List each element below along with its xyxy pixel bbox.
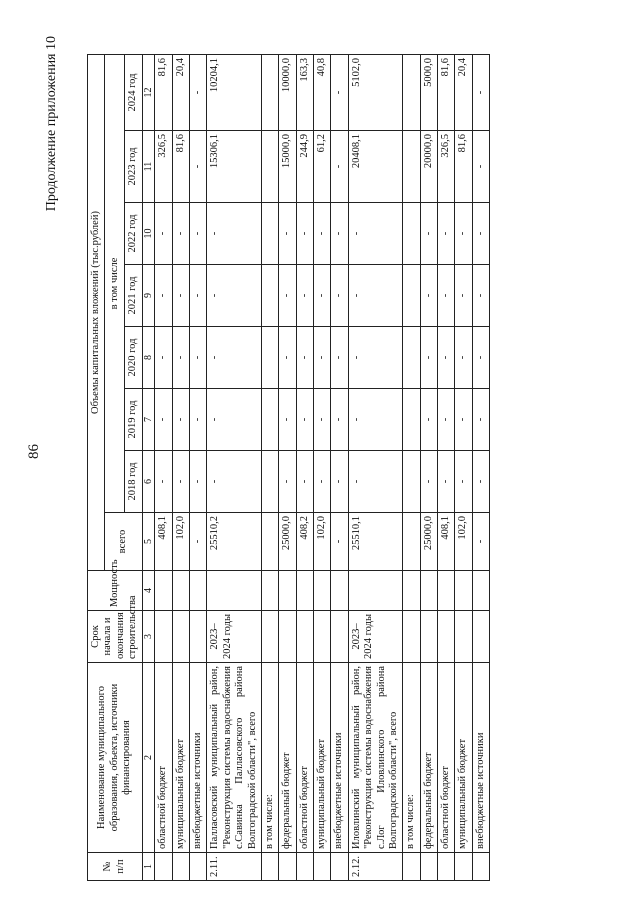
row-year-value: - [314,327,331,389]
row-year-value: - [331,389,348,451]
row-year-value: - [296,327,313,389]
row-year-value: 15306,1 [207,131,262,203]
column-number: 9 [142,265,155,327]
row-year-value [403,265,420,327]
row-total: 408,2 [296,513,313,571]
column-number: 6 [142,451,155,513]
row-total: 25000,0 [279,513,296,571]
row-name: Палласовский муниципальный район, "Реконструкция системы водоснабжения с.Савинка Палласовского района Волгоградской области", всего [207,663,262,853]
row-year-value: 326,5 [155,131,172,203]
row-capacity [279,571,296,611]
row-name: муниципальный бюджет [172,663,189,853]
row-year-value: 81,6 [172,131,189,203]
header-year: 2021 год [125,265,142,327]
table-row [348,54,403,880]
row-year-value: 40,8 [314,54,331,130]
row-year-value: - [455,203,472,265]
row-year-value: - [207,389,262,451]
row-year-value: - [296,265,313,327]
row-year-value: - [207,203,262,265]
row-number [261,853,278,881]
row-term [438,611,455,663]
row-number [455,853,472,881]
row-term [296,611,313,663]
row-capacity [348,571,403,611]
row-year-value: - [420,451,437,513]
row-name: внебюджетные источники [331,663,348,853]
row-year-value: - [172,327,189,389]
header-including: в том числе [105,54,125,512]
row-capacity [420,571,437,611]
row-year-value: - [172,451,189,513]
row-total: 25510,1 [348,513,403,571]
row-term [403,611,420,663]
row-year-value: - [190,203,207,265]
row-term [261,611,278,663]
row-year-value [261,389,278,451]
row-name: Иловлинский муниципальный район, "Реконструкция системы водоснабжения с.Лог Иловлинского района Волгоградской области", всего [348,663,403,853]
row-year-value: - [190,451,207,513]
row-year-value: - [296,203,313,265]
row-year-value: - [348,203,403,265]
header-volumes: Объемы капитальных вложений (тыс.рублей) [88,54,105,570]
row-year-value: - [296,389,313,451]
column-number: 2 [142,663,155,853]
row-year-value: - [348,327,403,389]
row-number [155,853,172,881]
header-year: 2024 год [125,54,142,130]
row-year-value: - [279,389,296,451]
row-year-value [261,265,278,327]
table-row [296,54,313,880]
row-year-value: - [472,327,489,389]
row-name: муниципальный бюджет [314,663,331,853]
row-year-value: - [207,327,262,389]
row-term [314,611,331,663]
row-name: в том числе: [403,663,420,853]
row-capacity [314,571,331,611]
row-total: 408,1 [155,513,172,571]
row-capacity [472,571,489,611]
table-row [190,54,207,880]
row-term [172,611,189,663]
row-year-value: 61,2 [314,131,331,203]
row-year-value: - [279,265,296,327]
header-year: 2022 год [125,203,142,265]
row-name: федеральный бюджет [279,663,296,853]
row-year-value: 5102,0 [348,54,403,130]
table-body [155,54,490,880]
row-number [331,853,348,881]
row-term [190,611,207,663]
row-name: в том числе: [261,663,278,853]
row-year-value: 326,5 [438,131,455,203]
capital-investment-table [87,54,490,881]
row-name: федеральный бюджет [420,663,437,853]
row-term [331,611,348,663]
row-name: внебюджетные источники [472,663,489,853]
header-year: 2018 год [125,451,142,513]
row-number [279,853,296,881]
row-year-value: - [420,327,437,389]
row-year-value: - [279,451,296,513]
row-year-value [261,203,278,265]
row-term [472,611,489,663]
row-year-value [261,327,278,389]
column-number: 10 [142,203,155,265]
table-row [331,54,348,880]
row-year-value: 20408,1 [348,131,403,203]
row-total: 408,1 [438,513,455,571]
table-row [279,54,296,880]
table-row [403,54,420,880]
header-year: 2019 год [125,389,142,451]
row-term: 2023–2024 годы [207,611,262,663]
row-number: 2.12. [348,853,403,881]
row-year-value: - [314,203,331,265]
row-year-value: - [190,131,207,203]
row-year-value [403,327,420,389]
table-row [438,54,455,880]
column-number: 11 [142,131,155,203]
row-term: 2023–2024 годы [348,611,403,663]
row-year-value: - [420,265,437,327]
row-year-value [403,389,420,451]
column-number: 12 [142,54,155,130]
table-row [472,54,489,880]
row-total: - [472,513,489,571]
column-number: 7 [142,389,155,451]
row-number [420,853,437,881]
row-year-value: - [155,389,172,451]
row-year-value: - [455,327,472,389]
table-row [155,54,172,880]
row-name: областной бюджет [296,663,313,853]
row-year-value: - [331,131,348,203]
column-number: 1 [142,853,155,881]
row-year-value: - [455,451,472,513]
row-capacity [438,571,455,611]
header-capacity: Мощность [88,571,143,611]
row-year-value: 15000,0 [279,131,296,203]
table-row [207,54,262,880]
row-total: - [190,513,207,571]
row-year-value: - [472,451,489,513]
column-number: 4 [142,571,155,611]
row-year-value [403,131,420,203]
header-term: Срок начала и окончания строительства [88,611,143,663]
row-year-value: - [155,327,172,389]
row-year-value: - [207,265,262,327]
row-total: 102,0 [314,513,331,571]
row-year-value: 81,6 [438,54,455,130]
row-total: 102,0 [455,513,472,571]
row-capacity [455,571,472,611]
row-year-value [403,203,420,265]
row-year-value: - [348,389,403,451]
row-year-value: - [438,327,455,389]
row-total: 25000,0 [420,513,437,571]
row-capacity [155,571,172,611]
row-year-value: - [331,265,348,327]
row-total [403,513,420,571]
row-year-value: - [455,389,472,451]
row-number [438,853,455,881]
row-year-value: - [172,203,189,265]
header-row-1 [88,54,105,880]
row-number [403,853,420,881]
row-year-value: - [314,389,331,451]
row-number [172,853,189,881]
row-year-value: 81,6 [155,54,172,130]
row-year-value: - [331,203,348,265]
row-year-value [261,451,278,513]
row-year-value: - [348,451,403,513]
row-total [261,513,278,571]
row-term [420,611,437,663]
row-total: 102,0 [172,513,189,571]
row-year-value: - [190,54,207,130]
row-year-value: - [172,389,189,451]
row-year-value: - [279,327,296,389]
row-year-value: - [438,451,455,513]
row-year-value: - [296,451,313,513]
row-number [296,853,313,881]
row-year-value [261,54,278,130]
row-year-value: - [348,265,403,327]
row-year-value: - [155,265,172,327]
row-year-value: - [190,327,207,389]
row-year-value: - [438,203,455,265]
row-year-value: - [331,54,348,130]
row-year-value [403,54,420,130]
row-year-value: - [155,203,172,265]
row-year-value [261,131,278,203]
header-num: № п/п [88,853,143,881]
row-year-value: 10204,1 [207,54,262,130]
row-year-value [403,451,420,513]
row-capacity [403,571,420,611]
row-year-value: 20000,0 [420,131,437,203]
row-capacity [261,571,278,611]
row-year-value: 163,3 [296,54,313,130]
row-number: 2.11. [207,853,262,881]
row-term [455,611,472,663]
row-year-value: - [314,451,331,513]
row-name: областной бюджет [155,663,172,853]
row-year-value: 20,4 [455,54,472,130]
continuation-note: Продолжение приложения 10 [44,36,59,212]
header-total: всего [105,513,142,571]
row-year-value: - [314,265,331,327]
row-year-value: - [155,451,172,513]
row-year-value: - [472,265,489,327]
row-capacity [207,571,262,611]
row-total: - [331,513,348,571]
row-year-value: - [472,389,489,451]
row-term [279,611,296,663]
table-row [455,54,472,880]
row-year-value: - [420,203,437,265]
row-name: внебюджетные источники [190,663,207,853]
row-year-value: - [190,265,207,327]
table-row [420,54,437,880]
page-number: 86 [26,444,42,459]
row-year-value: - [172,265,189,327]
row-year-value: - [279,203,296,265]
row-capacity [190,571,207,611]
row-capacity [172,571,189,611]
row-year-value: - [455,265,472,327]
column-number-row [142,54,155,880]
table-row [314,54,331,880]
row-capacity [296,571,313,611]
row-year-value: 81,6 [455,131,472,203]
table-row [261,54,278,880]
row-name: муниципальный бюджет [455,663,472,853]
row-total: 25510,2 [207,513,262,571]
header-year: 2023 год [125,131,142,203]
row-year-value: - [472,54,489,130]
row-number [314,853,331,881]
row-year-value: 20,4 [172,54,189,130]
row-year-value: - [331,451,348,513]
row-year-value: - [331,327,348,389]
row-year-value: 244,9 [296,131,313,203]
row-name: областной бюджет [438,663,455,853]
row-year-value: - [472,203,489,265]
row-number [190,853,207,881]
column-number: 8 [142,327,155,389]
row-capacity [331,571,348,611]
row-term [155,611,172,663]
row-year-value: 10000,0 [279,54,296,130]
row-year-value: - [438,265,455,327]
row-year-value: - [190,389,207,451]
column-number: 3 [142,611,155,663]
header-name: Наименование муниципального образования, объекта, источники финансирования [88,663,143,853]
table-row [172,54,189,880]
row-number [472,853,489,881]
row-year-value: - [420,389,437,451]
row-year-value: - [472,131,489,203]
row-year-value: - [207,451,262,513]
column-number: 5 [142,513,155,571]
header-year: 2020 год [125,327,142,389]
row-year-value: - [438,389,455,451]
row-year-value: 5000,0 [420,54,437,130]
